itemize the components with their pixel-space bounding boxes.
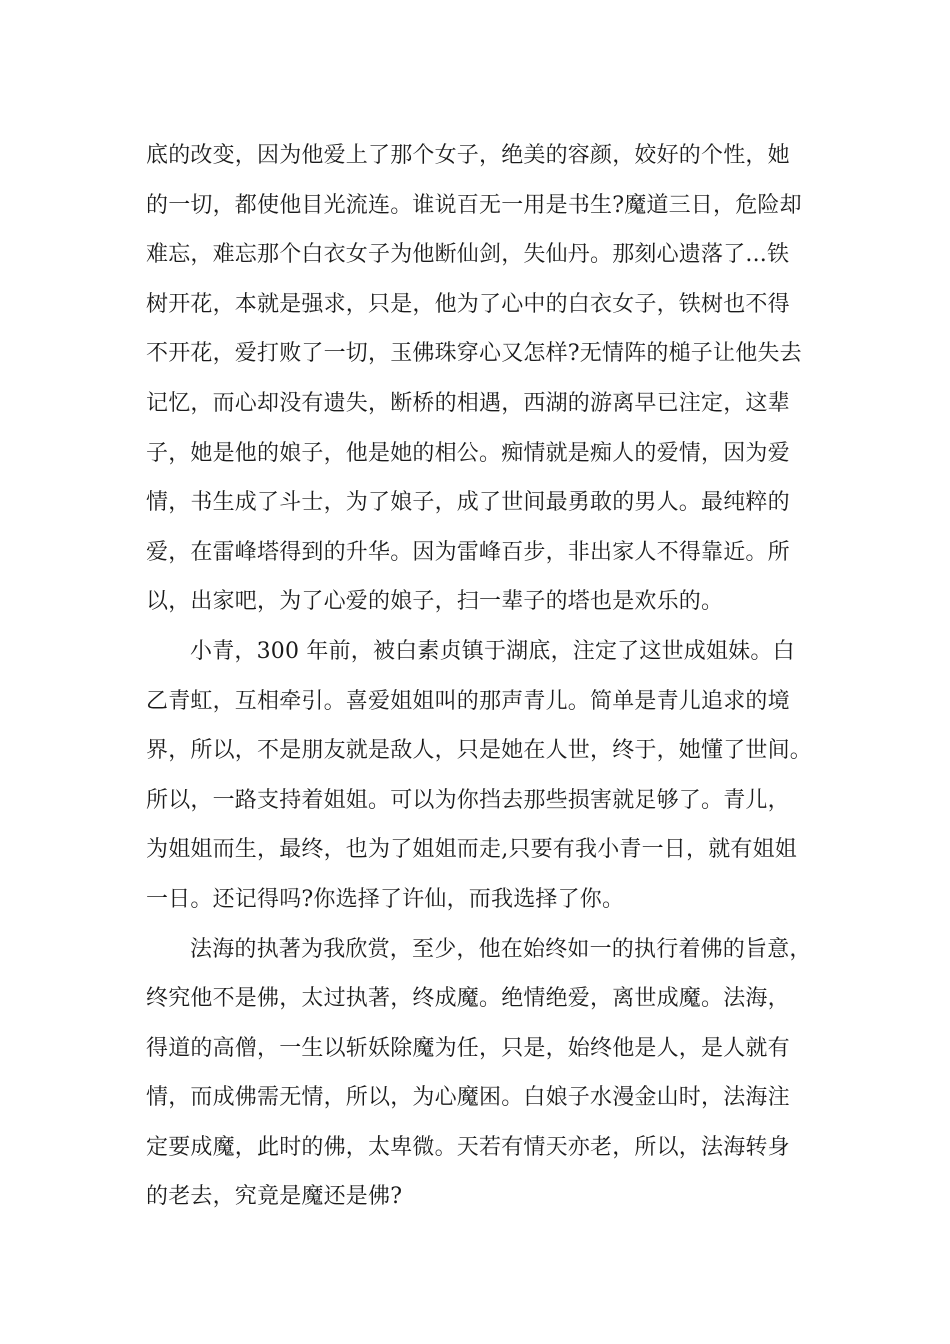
text-line: 的老去，究竟是魔还是佛? bbox=[146, 1184, 403, 1210]
document-body bbox=[146, 131, 836, 1222]
text-line-indented: 小青，300 年前，被白素贞镇于湖底，注定了这世成姐妹。白 bbox=[190, 638, 795, 664]
paragraph-1 bbox=[146, 131, 836, 627]
text-line: 记忆，而心却没有遗失，断桥的相遇，西湖的游离早已注定，这辈 bbox=[146, 390, 790, 416]
text-line: 不开花，爱打败了一切，玉佛珠穿心又怎样?无情阵的槌子让他失去 bbox=[146, 341, 802, 367]
paragraph-3 bbox=[146, 925, 836, 1223]
text-line: 界，所以，不是朋友就是敌人，只是她在人世，终于，她懂了世间。 bbox=[146, 738, 813, 764]
text-line: 一日。还记得吗?你选择了许仙，而我选择了你。 bbox=[146, 886, 625, 912]
text-line: 的一切，都使他目光流连。谁说百无一用是书生?魔道三日，危险却 bbox=[146, 192, 802, 218]
text-line-indented: 法海的执著为我欣赏，至少，他在始终如一的执行着佛的旨意， bbox=[190, 936, 812, 962]
text-line: 为姐姐而生，最终，也为了姐姐而走,只要有我小青一日，就有姐姐 bbox=[146, 837, 797, 863]
text-line: 情，书生成了斗士，为了娘子，成了世间最勇敢的男人。最纯粹的 bbox=[146, 490, 790, 516]
text-line: 所以，一路支持着姐姐。可以为你挡去那些损害就足够了。青儿， bbox=[146, 787, 790, 813]
text-line: 树开花，本就是强求，只是，他为了心中的白衣女子，铁树也不得 bbox=[146, 291, 790, 317]
text-line: 情，而成佛需无情，所以，为心魔困。白娘子水漫金山时，法海注 bbox=[146, 1085, 790, 1111]
text-line: 定要成魔，此时的佛，太卑微。天若有情天亦老，所以，法海转身 bbox=[146, 1134, 790, 1160]
text-line: 终究他不是佛，太过执著，终成魔。绝情绝爱，离世成魔。法海， bbox=[146, 986, 790, 1012]
text-line: 得道的高僧，一生以斩妖除魔为任，只是，始终他是人，是人就有 bbox=[146, 1035, 790, 1061]
text-line: 乙青虹，互相牵引。喜爱姐姐叫的那声青儿。简单是青儿追求的境 bbox=[146, 688, 790, 714]
text-line: 爱，在雷峰塔得到的升华。因为雷峰百步，非出家人不得靠近。所 bbox=[146, 539, 790, 565]
text-line: 难忘，难忘那个白衣女子为他断仙剑，失仙丹。那刻心遗落了...铁 bbox=[146, 242, 790, 268]
text-line: 底的改变，因为他爱上了那个女子，绝美的容颜，姣好的个性，她 bbox=[146, 143, 790, 168]
text-line: 子，她是他的娘子，他是她的相公。痴情就是痴人的爱情，因为爱 bbox=[146, 440, 790, 466]
paragraph-2 bbox=[146, 627, 836, 925]
text-line: 以，出家吧，为了心爱的娘子，扫一辈子的塔也是欢乐的。 bbox=[146, 589, 724, 615]
